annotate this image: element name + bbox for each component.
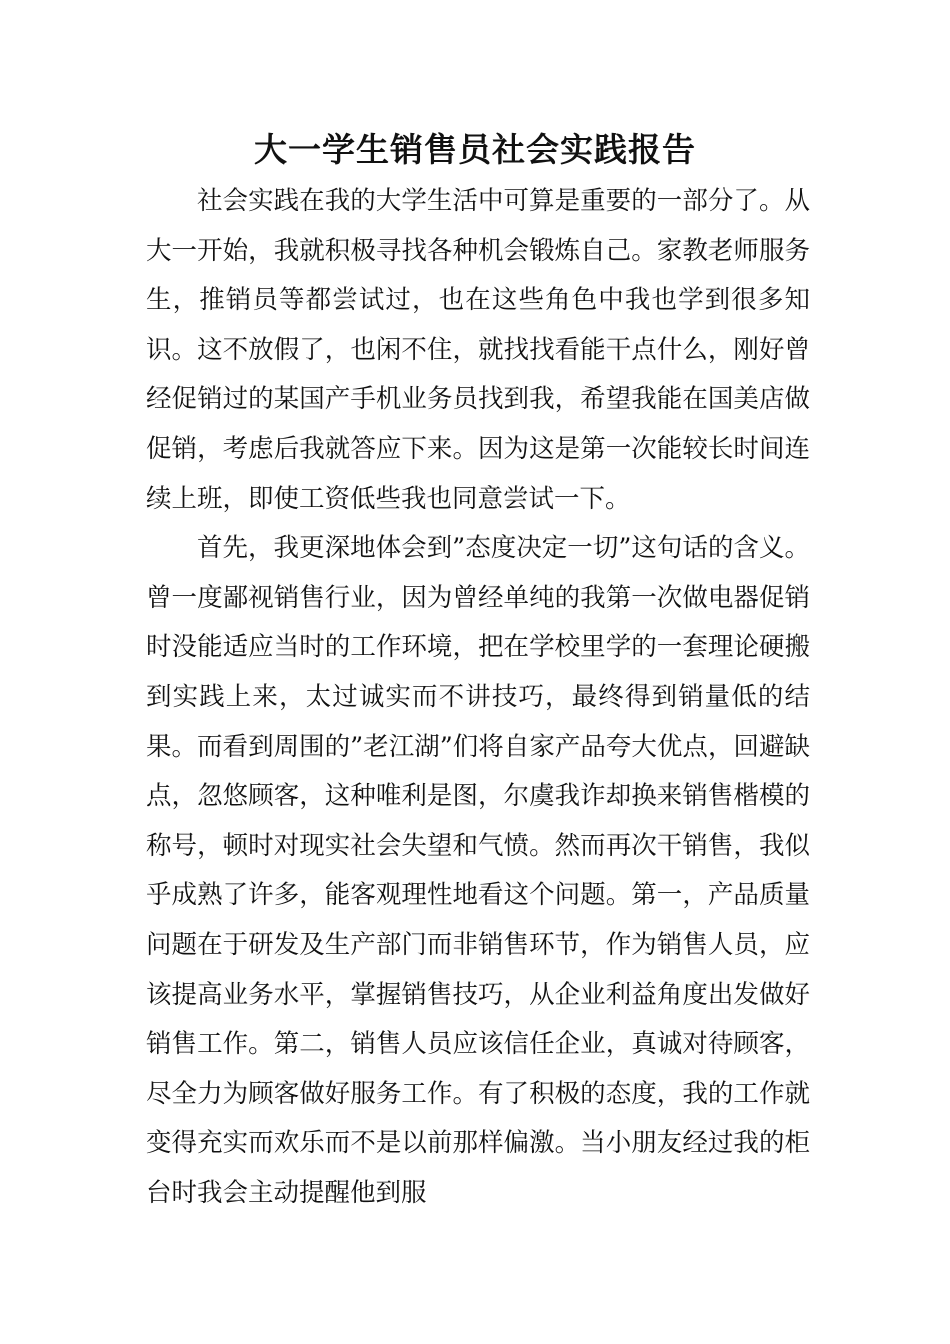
paragraph-2: 首先，我更深地体会到”态度决定一切”这句话的含义。曾一度鄙视销售行业，因为曾经单纯的我第一次做电器促销时没能适应当时的工作环境，把在学校里学的一套理论硬搬到实践上来，太过诚实而不讲技巧，最终得到销量低的结果。而看到周围的”老江湖”们将自家产品夸大优点，回避缺点，忽悠顾客，这种唯利是图，尔虞我诈却换来销售楷模的称号，顿时对现实社会失望和气愤。然而再次干销售，我似乎成熟了许多，能客观理性地看这个问题。第一，产品质量问题在于研发及生产部门而非销售环节，作为销售人员，应该提高业务水平，掌握销售技巧，从企业利益角度出发做好销售工作。第二，销售人员应该信任企业，真诚对待顾客，尽全力为顾客做好服务工作。有了积极的态度，我的工作就变得充实而欢乐而不是以前那样偏激。当小朋友经过我的柜台时我会主动提醒他到服 [146,533,810,1208]
document-body [146,177,810,1218]
paragraph-1: 社会实践在我的大学生活中可算是重要的一部分了。从大一开始，我就积极寻找各种机会锻炼自己。家教老师服务生，推销员等都尝试过，也在这些角色中我也学到很多知识。这不放假了，也闲不住，就找找看能干点什么，刚好曾经促销过的某国产手机业务员找到我，希望我能在国美店做促销，考虑后我就答应下来。因为这是第一次能较长时间连续上班，即使工资低些我也同意尝试一下。 [146,186,810,514]
document-title: 大一学生销售员社会实践报告 [254,130,696,169]
